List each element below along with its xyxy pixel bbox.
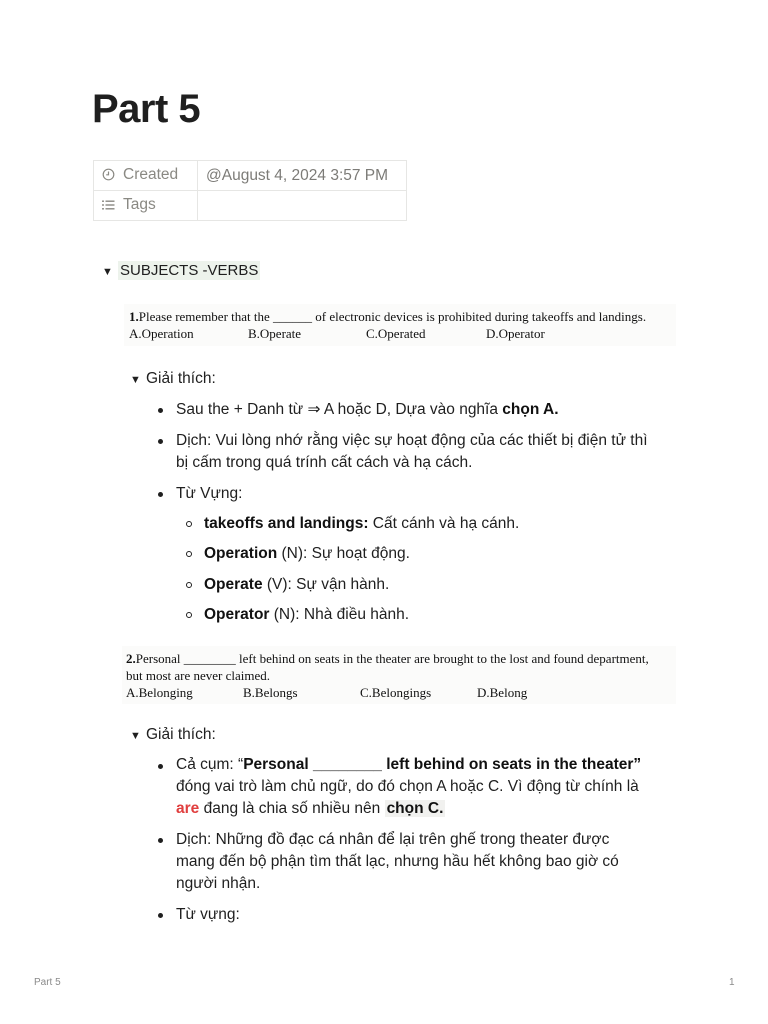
explanation-toggle-2[interactable]: ▼ Giải thích: xyxy=(130,725,216,746)
toggle-triangle-icon[interactable]: ▼ xyxy=(102,266,113,278)
vocab-item: Operation (N): Sự hoạt động. xyxy=(204,545,410,562)
bullet-dot xyxy=(158,913,163,918)
explanation-2-answer: Cả cụm: “Personal ________ left behind on seats in the theater” đóng vai trò làm chủ ngữ, do đó chọn A hoặc C. Vì động từ chính là are đang là chia số nhiều nên chọn C. xyxy=(176,756,642,817)
explanation-1-translation: Dịch: Vui lòng nhớ rằng việc sự hoạt động của các thiết bị điện tử thì bị cấm trong quá trính cất cách và hạ cách. xyxy=(176,432,648,471)
property-value-created[interactable]: @August 4, 2024 3:57 PM xyxy=(198,161,407,191)
explanation-2-translation: Dịch: Những đồ đạc cá nhân để lại trên ghế trong theater được mang đến bộ phận tìm thất lạc, nhưng hầu hết không bao giờ có người nhận. xyxy=(176,831,619,892)
vocab-item: takeoffs and landings: Cất cánh và hạ cánh. xyxy=(204,515,520,532)
bullet-dot xyxy=(158,439,163,444)
list-icon xyxy=(102,198,116,216)
option-a: A.Belonging xyxy=(126,685,193,700)
explanation-1-answer: Sau the + Danh từ ⇒ A hoặc D, Dựa vào nghĩa chọn A. xyxy=(176,401,559,418)
option-c: C.Operated xyxy=(366,326,426,341)
toggle-triangle-icon[interactable]: ▼ xyxy=(130,374,141,386)
property-key: Created xyxy=(94,161,198,191)
explanation-1-vocab-heading: Từ Vựng: xyxy=(176,485,243,502)
option-b: B.Operate xyxy=(248,326,302,341)
option-d: D.Operator xyxy=(486,326,545,341)
bullet-dot xyxy=(158,838,163,843)
option-d: D.Belong xyxy=(477,685,528,700)
footer-page-title: Part 5 xyxy=(34,977,61,988)
bullet-dot xyxy=(158,408,163,413)
bullet-circle xyxy=(186,521,192,527)
page-title: Part 5 xyxy=(92,87,201,131)
question-2-image: 2.Personal ________ left behind on seats in the theater are brought to the lost and found department, but most are never claimed. A.Belonging B.Belongs C.Belongings D.Belong xyxy=(122,646,676,704)
property-key: Tags xyxy=(94,191,198,221)
property-value-tags[interactable] xyxy=(198,191,407,221)
section-toggle[interactable]: ▼ SUBJECTS -VERBS xyxy=(102,261,260,282)
explanation-toggle-1[interactable]: ▼ Giải thích: xyxy=(130,369,216,390)
property-row-created xyxy=(94,161,407,191)
option-a: A.Operation xyxy=(129,326,194,341)
option-b: B.Belongs xyxy=(243,685,298,700)
question-1-image: 1.Please remember that the ______ of electronic devices is prohibited during takeoffs and landings. A.Operation B.Operate C.Operated D.Operator xyxy=(124,304,676,346)
properties-table xyxy=(93,160,407,221)
bullet-circle xyxy=(186,582,192,588)
explanation-2-vocab-heading: Từ vựng: xyxy=(176,906,240,923)
toggle-triangle-icon[interactable]: ▼ xyxy=(130,730,141,742)
option-c: C.Belongings xyxy=(360,685,432,700)
property-row-tags xyxy=(94,191,407,221)
vocab-item: Operate (V): Sự vận hành. xyxy=(204,576,390,593)
vocab-item: Operator (N): Nhà điều hành. xyxy=(204,606,410,623)
bullet-dot xyxy=(158,492,163,497)
bullet-circle xyxy=(186,612,192,618)
bullet-circle xyxy=(186,551,192,557)
footer-page-number: 1 xyxy=(729,977,735,988)
clock-icon xyxy=(102,168,116,186)
bullet-dot xyxy=(158,764,163,769)
